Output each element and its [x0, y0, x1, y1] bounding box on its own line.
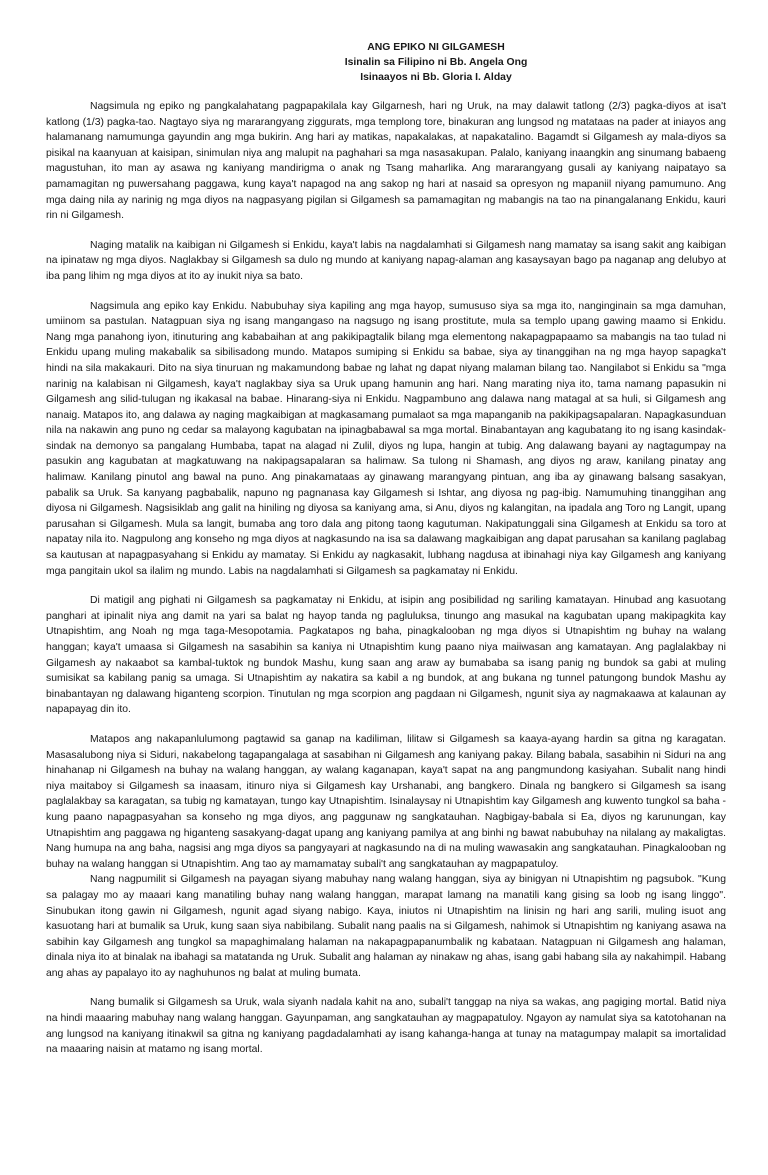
translator-credit: Isinalin sa Filipino ni Bb. Angela Ong	[344, 57, 528, 68]
paragraph-7: Nang bumalik si Gilgamesh sa Uruk, wala siyanh nadala kahit na ano, subali't tanggap na niya sa wakas, ang pagiging mortal. Batid niya na hindi maaaring mabuhay nang walang hanggan. Gayunpaman, ang sangkatauhan ay magpapatuloy. Ngayon ay namulat siya sa katotohanan na ang lungsod na kaniyang itinakwil sa gitna ng kaniyang pagdadalamhati ay isang kahanga-hanga at tunay na matagumpay malapit sa imortalidad na maaaring naisin at matamo ng isang mortal.	[46, 997, 726, 1056]
paragraph-2: Naging matalik na kaibigan ni Gilgamesh si Enkidu, kaya't labis na nagdalamhati si Gilgamesh nang mamatay sa isang sakit ang kaibigan na ipinataw ng mga diyos. Naglakbay si Gilgamesh sa dulo ng mundo at kaniyang napag-alaman ang kasaysayan bago pa naganap ang delubyo at iba pang lihim ng mga diyos at ito ay inukit niya sa bato.	[46, 239, 726, 282]
document-title: ANG EPIKO NI GILGAMESH	[367, 42, 505, 53]
paragraph-4: Di matigil ang pighati ni Gilgamesh sa pagkamatay ni Enkidu, at isipin ang posibilidad ng sariling kamatayan. Hinubad ang kasuotang panghari at ipinalit niya ang damit na yari sa balat ng hayop tanda ng pagluluksa, tinungo ang masukal na kagubatan upang makipagkita kay Utnapishtim, ang Noah ng mga taga-Mesopotamia. Pagkatapos ng baha, pinagkalooban ng mga diyos si Utnapishtim ng buhay na walang hanggan; kaya't umaasa si Gilgamesh na sasabihin sa kaniya ni Utnapishtim kung paano niya maiiwasan ang kamatayan. Ang paglalakbay ni Gilgamesh ay nakaabot sa kambal-tuktok ng bundok Mashu, kung saan ang araw ay bumababa sa isang panig ng bundok sa gabi at muling sumisikat sa kabilang panig sa umaga. Si Utnapishtim ay nakatira sa kabil a ng bundok, at ang bukana ng tunnel patungong bundok Mashu ay binabantayan ng dalawang higanteng scorpion. Tinutulan ng mga scorpion ang pagdaan ni Gilgamesh, ngunit siya ay nagmakaawa at kalaunan ay napapayag din ito.	[46, 595, 726, 716]
paragraph-5: Matapos ang nakapanlulumong pagtawid sa ganap na kadiliman, lilitaw si Gilgamesh sa kaaya-ayang hardin sa gitna ng karagatan. Masasalubong niya si Siduri, nakabelong tagapangalaga at sasabihan ni Gilgamesh ang kaniyang pakay. Bilang babala, sasabihin ni Siduri na ang hinahanap ni Gilgamesh na buhay na walang hanggan, ay walang kaganapan, kaya't sapat na ang pangmundong kasiyahan. Subalit nang hindi niya maitaboy si Gilgamesh sa inaasam, itinuro niya si Gilgamesh kay Urshanabi, ang bangkero. Dinala ng bangkero si Gilgamesh sa isang paglalakbay sa karagatan, sa tubig ng kamatayan, tungo kay Utnapishtim. Isinalaysay ni Utnapishtim kay Gilgamesh ang kuwento tungkol sa baha - kung paano napagpasyahan sa konseho ng mga diyos, ang paggunaw ng sangkatauhan. Nagbigay-babala si Ea, diyos ng karunungan, kay Utnapishtim ang paggawa ng higanteng sasakyang-dagat upang ang kaniyang pamilya at ang binhi ng bawat nabubuhay na nilalang ay makaligtas. Nang humupa na ang baha, nagsisi ang mga diyos sa pangyayari at nagkasundo na di na muling wawasakin ang sangkatauhan. Pinagkalooban ng buhay na walang hanggan si Utnapishtim. Ang tao ay mamamatay subali't ang sangkatauhan ay magpapatuloy.	[46, 733, 726, 870]
paragraph-1: Nagsimula ng epiko ng pangkalahatang pagpapakilala kay Gilgarnesh, hari ng Uruk, na may dalawit tatlong (2/3) pagka-diyos at isa't katlong (1/3) pagka-tao. Nagtayo siya ng mararangyang ziggurats, mga templong tore, binakuran ang lungsod ng matataas na pader at iniayos ang halamanang namumunga gayundin ang mga bukirin. Ang hari ay matikas, napakalakas, at napakatalino. Bagamdt si Gilgamesh ay mala-diyos sa pisikal na kaanyuan at kaisipan, sinimulan niya ang malupit na paghahari sa mga nasasakupan. Palalo, kaniyang inaangkin ang sinumang babaeng magustuhan, ito man ay asawa ng kaniyang mandirigma o anak ng Tsang maharlika. Ang mararangyang gusali ay kaniyang naipatayo sa pamamagitan ng puwersahang paggawa, kung kaya't napagod na ang sakop ng hari at nasaid sa opresyon ng mapaniil niyang pamumuno. Ang mga daing nila ay narinig ng mga diyos na nagpasyang pigilan si Gilgamesh sa pamamagitan ng mabangis na tao na pinangalanang Enkidu, kauri rin ni Gilgamesh.	[46, 101, 726, 222]
paragraph-3: Nagsimula ang epiko kay Enkidu. Nabubuhay siya kapiling ang mga hayop, sumususo siya sa mga ito, nanginginain sa mga damuhan, umiinom sa pastulan. Natagpuan siya ng isang mangangaso na nagsugo ng isang prostitute, mula sa templo upang gawing maamo si Enkidu. Nang mga panahong iyon, itinuturing ang kababaihan at ang pakikipagtalik bilang mga elementong nakapagpapaamo sa mabangis na tao tulad ni Enkidu upang muling makabalik sa sibilisadong mundo. Matapos sumiping si Enkidu sa babae, siya ay tinanggihan na ng mga hayop sapagka't hindi na sila makakauri. Dito na siya tinuruan ng makamundong babae ng lahat ng dapat niyang malaman bilang tao. Nangilabot si Enkidu sa "mga narinig na kalabisan ni Gilgamesh, kaya't naglakbay siya sa Uruk upang hamunin ang hari. Nang marating niya ito, tama namang papasukin ni Gilgamesh ang silid-tulugan ng ikakasal na babae. Hinarang-siya ni Enkidu. Nagpambuno ang dalawa nang matagal at sa huli, si Gilgamesh ang nanaig. Matapos ito, ang dalawa ay naging magkaibigan at magkasamang pumalaot sa mga mapanganib na pakikipagsapalaran. Napagkasunduan nila na nakawin ang puno ng cedar sa malayong kagubatan na ipinagbabawal sa mga mortal. Binabantayan ang kagubatang ito ng isang kasindak-sindak na demonyo sa pangalang Humbaba, tapat na alagad ni Zulil, diyos ng lupa, hangin at tubig. Ang dalawang bayani ay nagtagumpay na pasukin ang kagubatan at magkatuwang na nakipagsapalaran sa halimaw. Sa tulong ni Shamash, ang diyos ng araw, kanilang pinatay ang halimaw. Kanilang pinutol ang bawal na puno. Ang pinakamataas ay ginawang marangyang pintuan, ang iba ay ginawang balsang sasakyan, pabalik sa Uruk. Sa kanyang pagbabalik, napuno ng pagnanasa kay Gilgamesh si Ishtar, ang diyosa ng pag-ibig. Namumuhing tinanggihan ang diyosa ni Gilgamesh. Nagsisiklab ang galit na hiniling ng diyosa sa kaniyang ama, si Anu, diyos ng kalangitan, na ipadala ang Toro ng Langit, upang parusahan si Gilgamesh. Mula sa langit, bumaba ang toro dala ang pitong taong kagutuman. Nakipatunggali sina Gilgamesh at Enkidu sa toro at napatay nila ito. Nagpulong ang konseho ng mga diyos at nagkasundo na isa sa dalawang magkaibigan ang dapat parusahan sa kanilang paglabag sa kautusan at napagpasyahang si Enkidu ay mamatay. Si Enkidu ay nagkasakit, lubhang nagdusa at ibinahagi niya kay Gilgamesh ang kaniyang mga pangitain ukol sa ilalim ng mundo. Labis na nagdalamhati si Gilgamesh sa pagkamatay ni Enkidu.	[46, 300, 726, 577]
paragraph-6: Nang nagpumilit si Gilgamesh na payagan siyang mabuhay nang walang hanggan, siya ay binigyan ni Utnapishtim ng pagsubok. "Kung sa palagay mo ay maaari kang manatiling buhay nang walang hanggan, marapat lamang na manatili kang gising sa loob ng isang linggo". Sinubukan itong gawin ni Gilgamesh, ngunit agad siyang nabigo. Kaya, iniutos ni Utnapishtim na linisin ng hari ang sarili, muling isuot ang kasuotang hari at bumalik sa Uruk, kung saan siya nabibilang. Subalit nang paalis na si Gilgamesh, nahimok si Utnapishtim ng kaniyang asawa na sabihin kay Gilgamesh ang tungkol sa mapaghimalang halaman na nakapagpapanumbalik ng kabataan. Natagpuan ni Gilgamesh ang halaman, dinala niya ito at binalak na ibahagi sa matatanda ng Uruk. Subalit ang halaman ay ninakaw ng ahas, isang gabi habang sila ay nakahimpil. Habang ang ahas ay papalayo ito ay naghuhunos ng balat at muling bumata.	[46, 874, 726, 979]
document-header	[146, 40, 726, 85]
adapter-credit: Isinaayos ni Bb. Gloria I. Alday	[360, 72, 512, 83]
document-page	[46, 40, 726, 1058]
